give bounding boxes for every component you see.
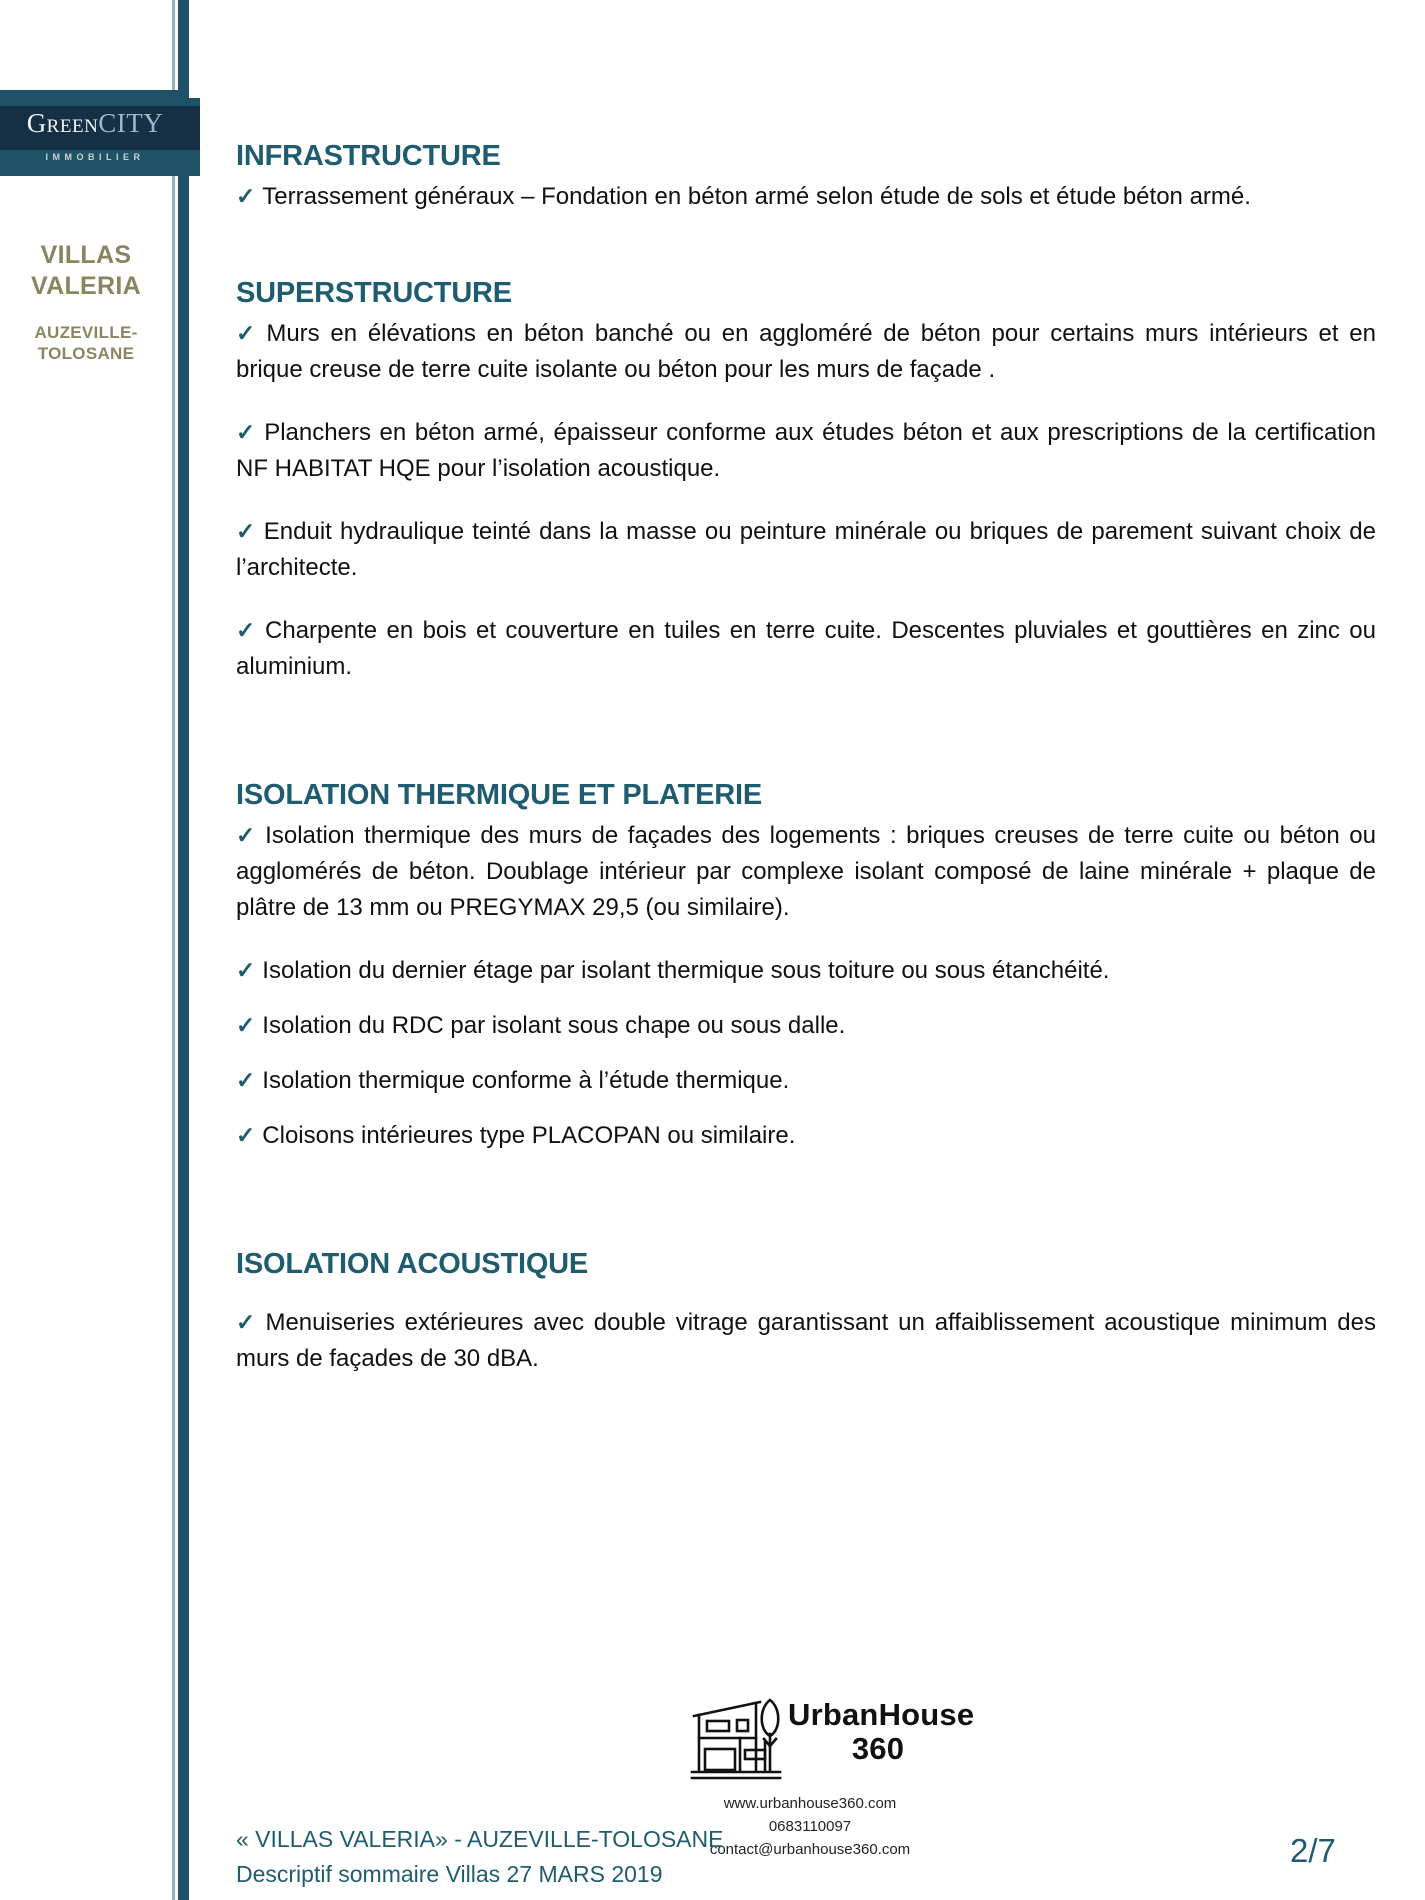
sidebar-top-rule	[0, 90, 189, 98]
urbanhouse-logo	[690, 1688, 1050, 1792]
logo-word-green: Green	[26, 108, 99, 138]
list-item-text: Terrassement généraux – Fondation en béton armé selon étude de sols et étude béton armé.	[262, 183, 1251, 210]
section-heading: SUPERSTRUCTURE	[236, 277, 512, 309]
list-item-text: Cloisons intérieures type PLACOPAN ou similaire.	[262, 1122, 796, 1149]
check-icon: ✓	[236, 1012, 256, 1038]
footer-line-1: « VILLAS VALERIA» - AUZEVILLE-TOLOSANE	[236, 1826, 724, 1852]
check-icon: ✓	[236, 1309, 259, 1335]
list-item-text: Enduit hydraulique teinté dans la masse ou peinture minérale ou briques de parement suivant choix de l’architecte.	[236, 518, 1376, 581]
list-item	[236, 817, 1376, 926]
list-item	[236, 612, 1376, 685]
project-name: VILLAS VALERIA	[31, 241, 141, 300]
urbanhouse-wordmark	[788, 1698, 1018, 1766]
check-icon: ✓	[236, 183, 256, 209]
footer-line-2: Descriptif sommaire Villas 27 MARS 2019	[236, 1861, 663, 1887]
contact-phone[interactable]: 0683110097	[768, 1818, 852, 1835]
list-item	[236, 1117, 1376, 1154]
list-item-text: Isolation du dernier étage par isolant thermique sous toiture ou sous étanchéité.	[262, 957, 1110, 984]
house-tree-icon	[690, 1694, 782, 1782]
list-item	[236, 513, 1376, 586]
contact-website[interactable]: www.urbanhouse360.com	[723, 1795, 897, 1812]
contact-email[interactable]: contact@urbanhouse360.com	[709, 1841, 911, 1858]
project-location: AUZEVILLE- TOLOSANE	[34, 323, 138, 363]
check-icon: ✓	[236, 1067, 256, 1093]
check-icon: ✓	[236, 822, 259, 848]
list-item	[236, 1304, 1376, 1377]
footer-caption	[236, 1822, 723, 1892]
list-item-text: Menuiseries extérieures avec double vitrage garantissant un affaiblissement acoustique minimum des murs de façades de 30 dBA.	[236, 1309, 1376, 1372]
check-icon: ✓	[236, 518, 257, 544]
check-icon: ✓	[236, 617, 259, 643]
list-item	[236, 315, 1376, 388]
list-item	[236, 1062, 1376, 1099]
logo-subtitle: IMMOBILIER	[45, 152, 145, 162]
list-item	[236, 1007, 1376, 1044]
list-item	[236, 178, 1376, 215]
check-icon: ✓	[236, 320, 260, 346]
check-icon: ✓	[236, 419, 258, 445]
section-heading: INFRASTRUCTURE	[236, 140, 501, 172]
urbanhouse-number: 360	[851, 1731, 905, 1766]
sidebar-accent-line-thin	[172, 0, 175, 1900]
page-number: 2/7	[1290, 1832, 1336, 1869]
section-isolation-acoustique	[236, 1246, 1376, 1377]
logo-word-city: CITY	[98, 108, 164, 138]
list-item	[236, 952, 1376, 989]
section-isolation-thermique	[236, 777, 1376, 1154]
logo-wordmark	[0, 108, 190, 139]
sidebar-accent-line	[178, 0, 189, 1900]
section-infrastructure	[236, 138, 1376, 215]
check-icon: ✓	[236, 1122, 256, 1148]
section-heading: ISOLATION THERMIQUE ET PLATERIE	[236, 779, 763, 811]
list-item-text: Planchers en béton armé, épaisseur conforme aux études béton et aux prescriptions de la certification NF HABITAT HQE pour l’isolation acoustique.	[236, 419, 1376, 482]
greencity-logo	[0, 98, 200, 176]
list-item-text: Murs en élévations en béton banché ou en aggloméré de béton pour certains murs intérieurs et en brique creuse de terre cuite isolante ou béton pour les murs de façade .	[236, 320, 1376, 383]
document-body	[236, 138, 1376, 1407]
section-heading: ISOLATION ACOUSTIQUE	[236, 1248, 589, 1280]
list-item-text: Isolation thermique des murs de façades des logements : briques creuses de terre cuite ou béton ou agglomérés de béton. Doublage intérieur par complexe isolant composé de laine minérale + plaque de plâtre de 13 mm ou PREGYMAX 29,5 (ou similaire).	[236, 822, 1376, 921]
list-item-text: Charpente en bois et couverture en tuiles en terre cuite. Descentes pluviales et gouttières en zinc ou aluminium.	[236, 617, 1376, 680]
list-item	[236, 414, 1376, 487]
urbanhouse-name: UrbanHouse	[788, 1697, 975, 1732]
section-superstructure	[236, 275, 1376, 685]
list-item-text: Isolation thermique conforme à l’étude thermique.	[262, 1067, 790, 1094]
list-item-text: Isolation du RDC par isolant sous chape ou sous dalle.	[262, 1012, 846, 1039]
check-icon: ✓	[236, 957, 256, 983]
